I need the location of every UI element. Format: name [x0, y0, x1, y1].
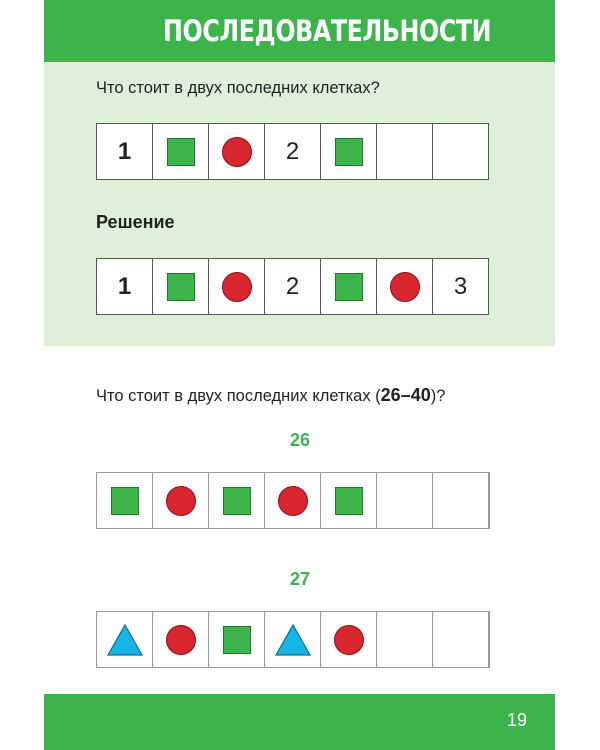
blue-triangle-icon [107, 624, 143, 656]
example-sequence-row [96, 123, 489, 180]
sequence-cell [97, 124, 153, 179]
sequence-number: 2 [285, 137, 300, 165]
sequence-cell [321, 124, 377, 179]
empty-answer-cell [433, 612, 489, 667]
sequence-cell [209, 612, 265, 667]
empty-answer-cell [377, 612, 433, 667]
green-square-icon [111, 487, 139, 515]
task-27-sequence-row [96, 611, 490, 668]
green-square-icon [223, 626, 251, 654]
page-number: 19 [506, 710, 527, 730]
sequence-cell [321, 612, 377, 667]
sequence-cell [97, 612, 153, 667]
tasks-question [96, 385, 445, 406]
sequence-cell [321, 473, 377, 528]
sequence-cell [209, 473, 265, 528]
tasks-range: 26–40 [380, 385, 431, 405]
solution-sequence-row [96, 258, 489, 315]
sequence-cell [209, 259, 265, 314]
empty-answer-cell [377, 124, 433, 179]
sequence-cell [321, 259, 377, 314]
empty-answer-cell [433, 124, 489, 179]
empty-answer-cell [377, 473, 433, 528]
green-square-icon [167, 138, 195, 166]
example-question: Что стоит в двух последних клетках? [96, 79, 380, 97]
green-square-icon [223, 487, 251, 515]
sequence-cell [433, 259, 489, 314]
blue-triangle-icon [275, 624, 311, 656]
green-square-icon [335, 273, 363, 301]
red-circle-icon [166, 625, 196, 655]
sequence-number: 3 [453, 272, 468, 300]
red-circle-icon [390, 272, 420, 302]
red-circle-icon [278, 486, 308, 516]
tasks-question-suffix: )? [430, 387, 446, 405]
sequence-cell [153, 259, 209, 314]
task-26-sequence-row [96, 472, 490, 529]
sequence-cell [153, 612, 209, 667]
sequence-cell [265, 124, 321, 179]
page-title: ПОСЛЕДОВАТЕЛЬНОСТИ [162, 14, 491, 48]
green-square-icon [335, 487, 363, 515]
green-square-icon [335, 138, 363, 166]
sequence-cell [265, 473, 321, 528]
sequence-cell [209, 124, 265, 179]
red-circle-icon [166, 486, 196, 516]
red-circle-icon [334, 625, 364, 655]
sequence-cell [377, 259, 433, 314]
task-number-26: 26 [289, 430, 311, 450]
sequence-number: 2 [285, 272, 300, 300]
sequence-cell [265, 612, 321, 667]
red-circle-icon [222, 272, 252, 302]
header-bar [44, 0, 555, 62]
task-number-27: 27 [289, 569, 311, 589]
solution-heading: Решение [96, 212, 175, 232]
empty-answer-cell [433, 473, 489, 528]
sequence-cell [265, 259, 321, 314]
tasks-question-prefix: Что стоит в двух последних клетках ( [96, 387, 381, 405]
sequence-cell [153, 473, 209, 528]
red-circle-icon [222, 137, 252, 167]
green-square-icon [167, 273, 195, 301]
sequence-cell [97, 259, 153, 314]
sequence-number: 1 [117, 137, 132, 165]
sequence-cell [97, 473, 153, 528]
footer-bar [44, 694, 555, 750]
sequence-number: 1 [117, 272, 132, 300]
sequence-cell [153, 124, 209, 179]
